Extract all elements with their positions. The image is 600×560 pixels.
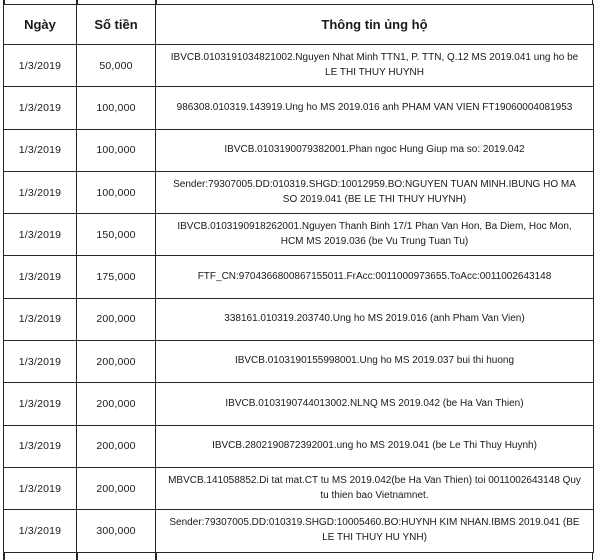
date-column-header: Ngày: [4, 5, 77, 45]
info-cell: IBVCB.0103190155998001.Ung ho MS 2019.037 bui thi huong: [156, 341, 594, 383]
amount-column-header: Số tiền: [77, 5, 156, 45]
cropped-bottom-border-col2: [155, 552, 157, 560]
amount-cell: 175,000: [77, 256, 156, 298]
amount-cell: 50,000: [77, 45, 156, 87]
date-cell: 1/3/2019: [4, 171, 77, 213]
table-row: [4, 383, 594, 425]
amount-cell: 200,000: [77, 467, 156, 509]
table-row: [4, 341, 594, 383]
info-column-header: Thông tin ủng hộ: [156, 5, 594, 45]
date-cell: 1/3/2019: [4, 256, 77, 298]
table-row: [4, 129, 594, 171]
table-row: [4, 171, 594, 213]
amount-cell: 200,000: [77, 383, 156, 425]
table-row: [4, 425, 594, 467]
date-cell: 1/3/2019: [4, 467, 77, 509]
header-row: [4, 5, 594, 45]
amount-cell: 150,000: [77, 214, 156, 256]
date-cell: 1/3/2019: [4, 129, 77, 171]
info-cell: MBVCB.141058852.Di tat mat.CT tu MS 2019.042(be Ha Van Thien) toi 0011002643148 Quy tu thien bao Vietnamnet.: [156, 467, 594, 509]
cropped-bottom-border-right: [592, 552, 594, 560]
table-row: [4, 298, 594, 340]
amount-cell: 100,000: [77, 87, 156, 129]
info-cell: Sender:79307005.DD:010319.SHGD:10012959.BO:NGUYEN TUAN MINH.IBUNG HO MA SO 2019.041 (BE LE THI THUY HUYNH): [156, 171, 594, 213]
info-cell: IBVCB.2802190872392001.ung ho MS 2019.041 (be Le Thi Thuy Huynh): [156, 425, 594, 467]
table-header: [4, 5, 594, 45]
date-cell: 1/3/2019: [4, 298, 77, 340]
date-cell: 1/3/2019: [4, 87, 77, 129]
amount-cell: 200,000: [77, 298, 156, 340]
cropped-bottom-border-left: [3, 552, 5, 560]
info-cell: IBVCB.0103190918262001.Nguyen Thanh Binh 17/1 Phan Van Hon, Ba Diem, Hoc Mon, HCM MS 2019.036 (be Vu Trung Tuan Tu): [156, 214, 594, 256]
table-row: [4, 510, 594, 552]
amount-cell: 100,000: [77, 129, 156, 171]
amount-cell: 100,000: [77, 171, 156, 213]
amount-cell: 300,000: [77, 510, 156, 552]
date-cell: 1/3/2019: [4, 383, 77, 425]
date-cell: 1/3/2019: [4, 425, 77, 467]
info-cell: 338161.010319.203740.Ung ho MS 2019.016 (anh Pham Van Vien): [156, 298, 594, 340]
table-row: [4, 214, 594, 256]
cropped-bottom-border-col1: [76, 552, 78, 560]
table-body: [4, 45, 594, 553]
date-cell: 1/3/2019: [4, 510, 77, 552]
date-cell: 1/3/2019: [4, 45, 77, 87]
table-row: [4, 45, 594, 87]
info-cell: 986308.010319.143919.Ung ho MS 2019.016 anh PHAM VAN VIEN FT19060004081953: [156, 87, 594, 129]
info-cell: Sender:79307005.DD:010319.SHGD:10005460.BO:HUYNH KIM NHAN.IBMS 2019.041 (BE LE THI THUY HU YNH): [156, 510, 594, 552]
table-row: [4, 256, 594, 298]
info-cell: IBVCB.0103190744013002.NLNQ MS 2019.042 (be Ha Van Thien): [156, 383, 594, 425]
table-row: [4, 87, 594, 129]
amount-cell: 200,000: [77, 341, 156, 383]
info-cell: IBVCB.0103191034821002.Nguyen Nhat Minh TTN1, P. TTN, Q.12 MS 2019.041 ung ho be LE THI THUY HUYNH: [156, 45, 594, 87]
date-cell: 1/3/2019: [4, 341, 77, 383]
info-cell: FTF_CN:9704366800867155011.FrAcc:0011000973655.ToAcc:0011002643148: [156, 256, 594, 298]
donation-table: [3, 4, 594, 553]
table-row: [4, 467, 594, 509]
info-cell: IBVCB.0103190079382001.Phan ngoc Hung Giup ma so: 2019.042: [156, 129, 594, 171]
amount-cell: 200,000: [77, 425, 156, 467]
date-cell: 1/3/2019: [4, 214, 77, 256]
